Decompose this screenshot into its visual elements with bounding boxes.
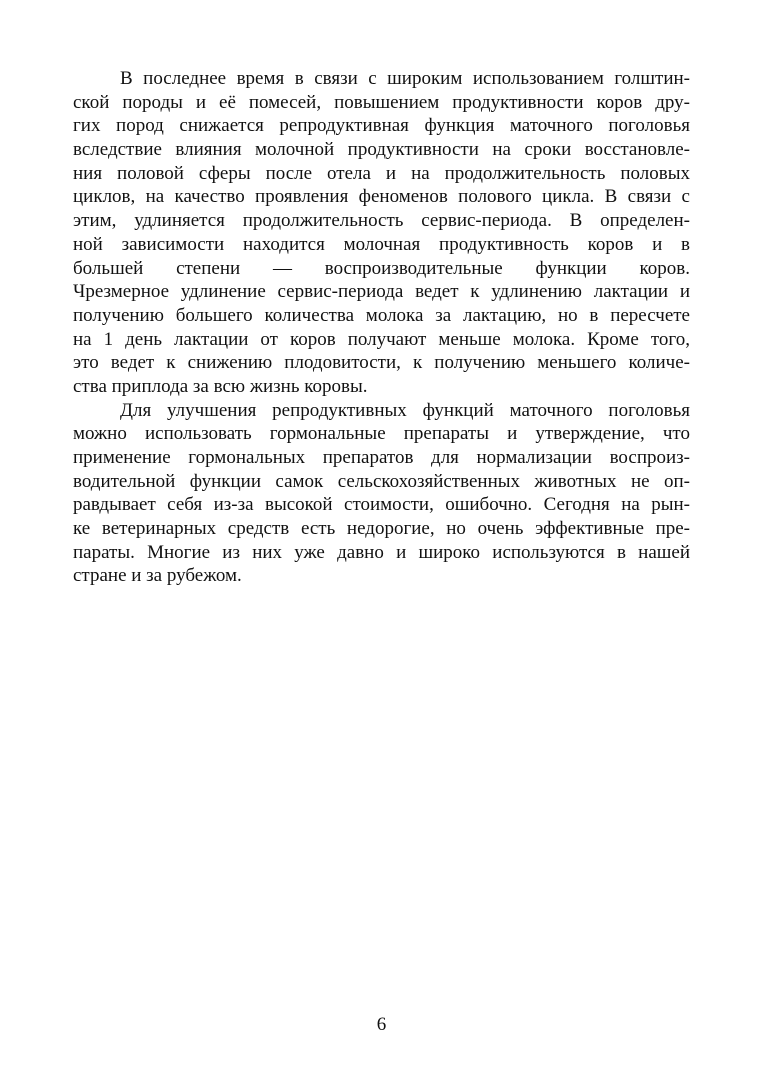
page-number: 6: [376, 1014, 387, 1035]
text-line: параты. Многие из них уже давно и широко используются в нашей: [73, 541, 690, 563]
paragraph-1: [73, 67, 690, 399]
text-line: Чрезмерное удлинение сервис-периода ведет к удлинению лактации и: [73, 281, 690, 303]
text-line: водительной функции самок сельскохозяйственных животных не оп-: [73, 470, 690, 492]
text-line: большей степени — воспроизводительные функции коров.: [73, 257, 690, 279]
text-line: ной зависимости находится молочная продуктивность коров и в: [73, 233, 690, 255]
text-line: на 1 день лактации от коров получают меньше молока. Кроме того,: [73, 328, 690, 350]
text-line: применение гормональных препаратов для нормализации воспроиз-: [73, 447, 690, 468]
text-line: равдывает себя из-за высокой стоимости, ошибочно. Сегодня на рын-: [73, 494, 690, 516]
paragraph-2: [73, 399, 690, 589]
text-line: можно использовать гормональные препараты и утверждение, что: [73, 423, 690, 445]
text-line: получению большего количества молока за лактацию, но в пересчете: [73, 304, 690, 326]
body-text: [73, 67, 690, 588]
text-line: ке ветеринарных средств есть недорогие, но очень эффективные пре-: [73, 518, 690, 540]
text-line: Для улучшения репродуктивных функций маточного поголовья: [120, 399, 690, 421]
text-line: ния половой сферы после отела и на продолжительность половых: [73, 162, 690, 184]
text-line: ства приплода за всю жизнь коровы.: [73, 375, 368, 397]
text-line: В последнее время в связи с широким использованием голштин-: [120, 68, 690, 89]
text-line: вследствие влияния молочной продуктивности на сроки восстановле-: [73, 139, 690, 161]
text-line: этим, удлиняется продолжительность сервис-периода. В определен-: [73, 210, 690, 232]
text-line: это ведет к снижению плодовитости, к получению меньшего количе-: [73, 352, 690, 374]
text-line: ской породы и её помесей, повышением продуктивности коров дру-: [73, 91, 690, 113]
text-line: гих пород снижается репродуктивная функция маточного поголовья: [73, 115, 690, 137]
text-line: циклов, на качество проявления феноменов полового цикла. В связи с: [73, 186, 690, 208]
text-line: стране и за рубежом.: [73, 565, 242, 587]
